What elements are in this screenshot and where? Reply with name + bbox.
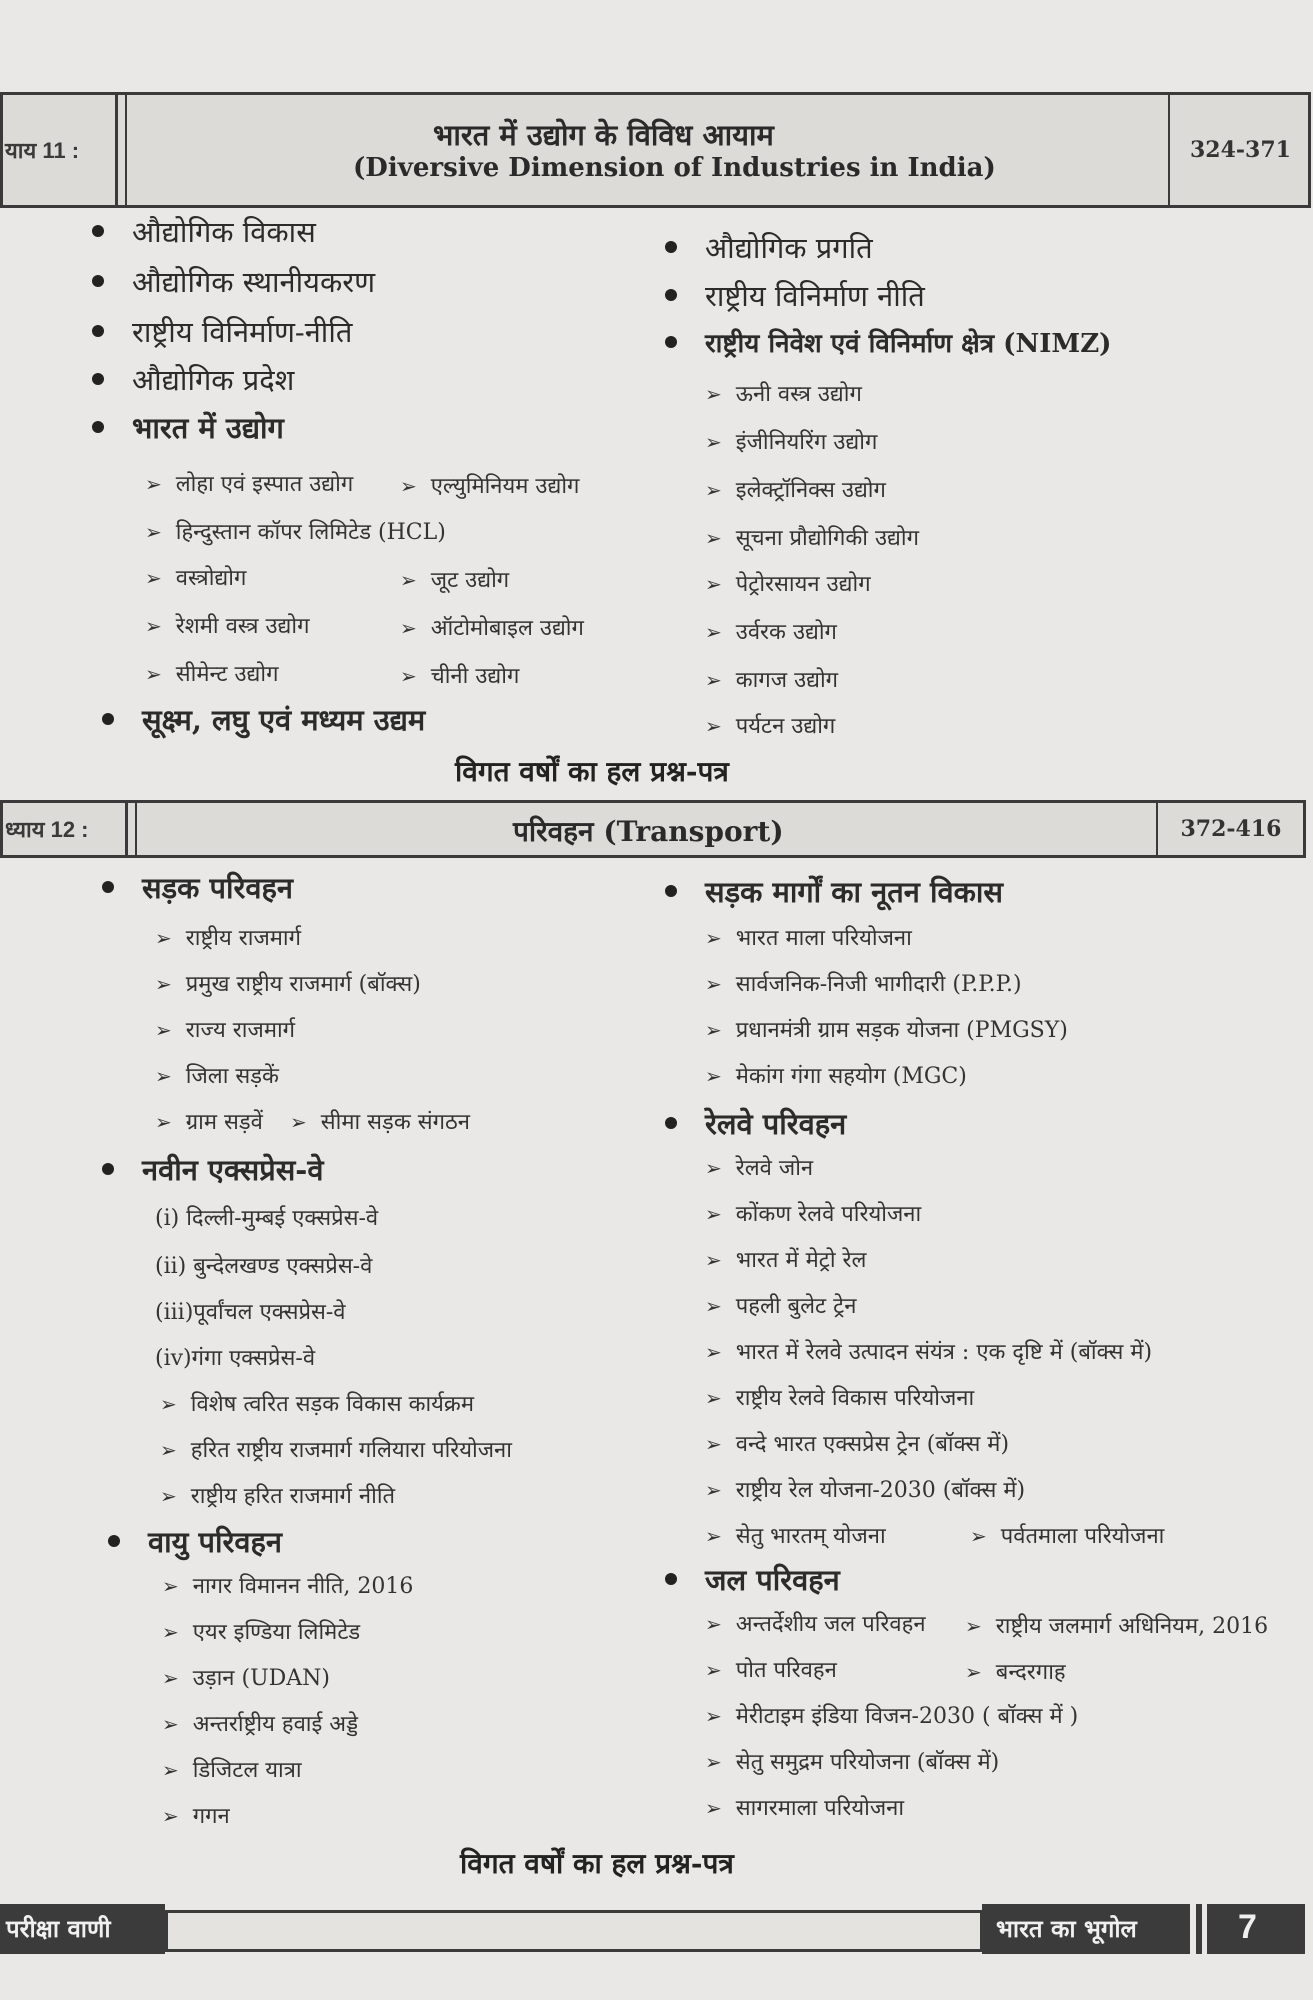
- list-item: ➢ एयर इण्डिया लिमिटेड: [162, 1620, 361, 1645]
- list-item: ➢ राष्ट्रीय रेलवे विकास परियोजना: [705, 1386, 975, 1411]
- list-item: ➢ उड़ान (UDAN): [162, 1666, 330, 1691]
- list-item: नवीन एक्सप्रेस-वे: [102, 1150, 323, 1189]
- list-item: ➢ अन्तर्देशीय जल परिवहन: [705, 1612, 926, 1637]
- list-item: ➢ राज्य राजमार्ग: [155, 1018, 296, 1043]
- list-item: ➢ सागरमाला परियोजना: [705, 1796, 905, 1821]
- list-item: ➢ पोत परिवहन: [705, 1658, 837, 1683]
- list-item: ➢ भारत माला परियोजना: [705, 926, 912, 951]
- list-item: ➢ राष्ट्रीय हरित राजमार्ग नीति: [160, 1484, 396, 1509]
- list-item: ➢ विशेष त्वरित सड़क विकास कार्यक्रम: [160, 1392, 474, 1417]
- footer-divider: [1196, 1904, 1202, 1954]
- list-item: (ii) बुन्देलखण्ड एक्सप्रेस-वे: [155, 1254, 373, 1279]
- list-item: रेलवे परिवहन: [665, 1104, 846, 1143]
- list-item: औद्योगिक विकास: [92, 212, 316, 251]
- list-item: ➢ सीमेन्ट उद्योग: [145, 662, 279, 687]
- list-item: भारत में उद्योग: [92, 408, 284, 447]
- list-item: ➢ जिला सड़कें: [155, 1064, 279, 1089]
- chapter-12-label: ध्याय 12 :: [5, 817, 89, 842]
- list-item: ➢ बन्दरगाह: [965, 1660, 1066, 1685]
- list-item: ➢ प्रधानमंत्री ग्राम सड़क योजना (PMGSY): [705, 1018, 1068, 1043]
- list-item: ➢ पहली बुलेट ट्रेन: [705, 1294, 857, 1319]
- list-item: ➢ चीनी उद्योग: [400, 664, 520, 689]
- chapter-12-pages: 372-416: [1180, 816, 1282, 842]
- list-item: ➢ अन्तर्राष्ट्रीय हवाई अड्डे: [162, 1712, 359, 1737]
- list-item: ➢ इंजीनियरिंग उद्योग: [705, 430, 878, 455]
- list-item: जल परिवहन: [665, 1560, 840, 1599]
- chapter-11-label: याय 11 :: [5, 138, 80, 163]
- list-item: ➢ पर्यटन उद्योग: [705, 714, 836, 739]
- list-item: ➢ सेतु समुद्रम परियोजना (बॉक्स में): [705, 1750, 1000, 1775]
- list-item: ➢ सार्वजनिक-निजी भागीदारी (P.P.P.): [705, 972, 1022, 997]
- footer-bar: [165, 1910, 983, 1952]
- list-item: ➢ डिजिटल यात्रा: [162, 1758, 302, 1783]
- list-item: ➢ कागज उद्योग: [705, 668, 839, 693]
- list-item: ➢ एल्युमिनियम उद्योग: [400, 474, 580, 499]
- list-item: सड़क परिवहन: [102, 868, 293, 907]
- list-item: (iii)पूर्वांचल एक्सप्रेस-वे: [155, 1300, 346, 1325]
- list-item: ➢ गगन: [162, 1804, 230, 1829]
- list-item: ➢ रेशमी वस्त्र उद्योग: [145, 614, 310, 639]
- list-item: ➢ प्रमुख राष्ट्रीय राजमार्ग (बॉक्स): [155, 972, 421, 997]
- list-item: ➢ राष्ट्रीय रेल योजना-2030 (बॉक्स में): [705, 1478, 1026, 1503]
- list-item: ➢ इलेक्ट्रॉनिक्स उद्योग: [705, 478, 886, 503]
- list-item: राष्ट्रीय विनिर्माण-नीति: [92, 312, 352, 351]
- list-item: औद्योगिक प्रदेश: [92, 360, 294, 399]
- list-item: ➢ राष्ट्रीय राजमार्ग: [155, 926, 302, 951]
- chapter-11-header: [0, 92, 1311, 208]
- list-item: ➢ हरित राष्ट्रीय राजमार्ग गलियारा परियोजना: [160, 1438, 512, 1463]
- list-item: औद्योगिक स्थानीयकरण: [92, 262, 375, 301]
- list-item: राष्ट्रीय निवेश एवं विनिर्माण क्षेत्र (NIMZ): [665, 324, 1111, 360]
- list-item: ➢ रेलवे जोन: [705, 1156, 814, 1181]
- list-item: ➢ कोंकण रेलवे परियोजना: [705, 1202, 922, 1227]
- list-item: ➢ भारत में रेलवे उत्पादन संयंत्र : एक दृष्टि में (बॉक्स में): [705, 1340, 1153, 1365]
- footer-left-text: परीक्षा वाणी: [6, 1914, 111, 1943]
- list-item: ➢ सेतु भारतम् योजना: [705, 1524, 886, 1549]
- list-item: ➢ राष्ट्रीय जलमार्ग अधिनियम, 2016: [965, 1614, 1269, 1639]
- list-item: ➢ मेकांग गंगा सहयोग (MGC): [705, 1064, 967, 1089]
- list-item: ➢ हिन्दुस्तान कॉपर लिमिटेड (HCL): [145, 520, 446, 545]
- chapter-12-header: [0, 800, 1306, 858]
- list-item: वायु परिवहन: [108, 1522, 282, 1561]
- chapter-12-title: परिवहन (Transport): [513, 815, 784, 848]
- list-item: ➢ सूचना प्रौद्योगिकी उद्योग: [705, 526, 919, 551]
- list-item: (i) दिल्ली-मुम्बई एक्सप्रेस-वे: [155, 1206, 379, 1231]
- list-item: ➢ वस्त्रोद्योग: [145, 566, 247, 591]
- page-footer: [0, 1900, 1313, 1960]
- list-item: ➢ ऑटोमोबाइल उद्योग: [400, 616, 584, 641]
- list-item: ➢ भारत में मेट्रो रेल: [705, 1248, 867, 1273]
- list-item: औद्योगिक प्रगति: [665, 228, 873, 267]
- list-item: ➢ उर्वरक उद्योग: [705, 620, 837, 645]
- list-item: ➢ पेट्रोरसायन उद्योग: [705, 572, 871, 597]
- chapter-11-pages: 324-371: [1190, 137, 1291, 163]
- list-item: (iv)गंगा एक्सप्रेस-वे: [155, 1346, 316, 1371]
- list-item: ➢ मेरीटाइम इंडिया विजन-2030 ( बॉक्स में ): [705, 1704, 1079, 1729]
- page-number: 7: [1238, 1908, 1257, 1946]
- list-item: ➢ जूट उद्योग: [400, 568, 510, 593]
- list-item: सूक्ष्म, लघु एवं मध्यम उद्यम: [102, 700, 425, 739]
- list-item: ➢ लोहा एवं इस्पात उद्योग: [145, 472, 354, 497]
- footer-book-title: भारत का भूगोल: [996, 1914, 1137, 1943]
- list-item: ➢ सीमा सड़क संगठन: [290, 1110, 470, 1135]
- list-item: ➢ पर्वतमाला परियोजना: [970, 1524, 1165, 1549]
- chapter-12-solved-papers: विगत वर्षों का हल प्रश्न-पत्र: [460, 1847, 734, 1880]
- list-item: ➢ ग्राम सड़वें: [155, 1110, 263, 1135]
- chapter-11-title-hindi: भारत में उद्योग के विविध आयाम: [433, 118, 774, 152]
- list-item: राष्ट्रीय विनिर्माण नीति: [665, 276, 925, 315]
- list-item: ➢ ऊनी वस्त्र उद्योग: [705, 382, 862, 407]
- list-item: ➢ नागर विमानन नीति, 2016: [162, 1574, 414, 1599]
- list-item: ➢ वन्दे भारत एक्सप्रेस ट्रेन (बॉक्स में): [705, 1432, 1010, 1457]
- chapter-11-title-english: (Diversive Dimension of Industries in India): [353, 153, 996, 183]
- chapter-11-solved-papers: विगत वर्षों का हल प्रश्न-पत्र: [455, 755, 729, 788]
- list-item: सड़क मार्गों का नूतन विकास: [665, 872, 1003, 911]
